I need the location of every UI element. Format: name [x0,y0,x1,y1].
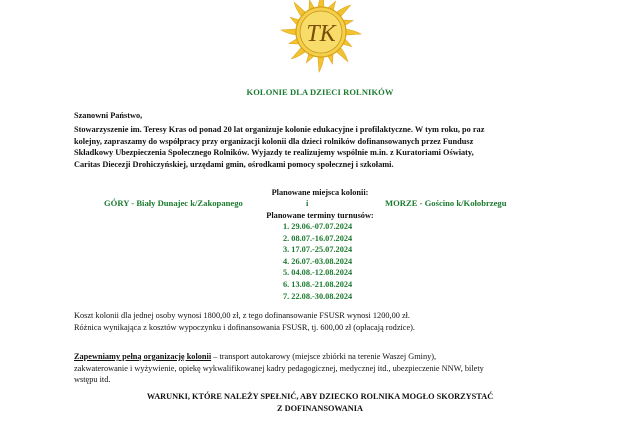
location-sea: MORZE - Gościno k/Kołobrzegu [385,198,507,208]
cost-paragraph [74,310,415,333]
organization-line: – transport autokarowy (miejsce zbiórki na terenie Waszej Gminy), [211,352,437,361]
terms-heading: Planowane terminy turnusów: [266,211,374,220]
sun-ray [345,29,361,35]
greeting: Szanowni Państwo, [74,111,143,120]
terms-list [283,221,352,302]
term-item: 4. 26.07.-03.08.2024 [283,256,353,266]
organization-line: zakwaterowanie i wyżywienie, opiekę wykwalifikowanej kadry pedagogicznej, medycznej itd., ubezpieczenie NNW, bilety [74,363,484,373]
term-item: 5. 04.08.-12.08.2024 [283,268,353,278]
intro-line: Składkowy Ubezpieczenia Społecznego Rolników. Wyjazdy te realizujemy wspólnie m.in. z Kuratoriami Oświaty, [74,148,474,158]
sun-ray [281,29,297,35]
organization-lead: Zapewniamy pełną organizację kolonii [74,352,212,361]
intro-line: kolejny, zapraszamy do współpracy przy organizacji kolonii dla dzieci rolników dofinansowanych przez Fundusz [74,136,474,146]
organization-paragraph [74,351,484,386]
location-connector: i [306,198,309,208]
term-item: 6. 13.08.-21.08.2024 [283,279,353,289]
intro-paragraph [74,124,484,170]
term-item: 3. 17.07.-25.07.2024 [283,245,353,255]
term-item: 1. 29.06.-07.07.2024 [283,222,353,231]
cost-line: Koszt kolonii dla jednej osoby wynosi 1800,00 zł, z tego dofinansowanie FSUSR wynosi 1200,00 zł. [74,311,410,320]
conditions-line: WARUNKI, KTÓRE NALEŻY SPEŁNIĆ, ABY DZIECKO ROLNIKA MOGŁO SKORZYSTAĆ [146,392,494,401]
sun-logo-icon [264,0,378,80]
cost-line: Różnica wynikająca z kosztów wypoczynku i dofinansowania FSUSR, tj. 600,00 zł (opłacają rodzice). [74,322,416,332]
document-title: KOLONIE DLA DZIECI ROLNIKÓW [246,87,394,97]
location-mountains: GÓRY - Biały Dunajec k/Zakopanego [104,198,243,208]
conditions-heading [0,391,640,414]
organization-line: wstępu itd. [74,375,111,385]
intro-line: Stowarzyszenie im. Teresy Kras od ponad 20 lat organizuje kolonie edukacyjne i profilaktyczne. W tym roku, po raz [74,125,485,134]
sun-ray [318,56,324,72]
locations-heading: Planowane miejsca kolonii: [271,188,369,197]
term-item: 2. 08.07.-16.07.2024 [283,233,353,243]
term-item: 7. 22.08.-30.08.2024 [283,291,353,301]
conditions-line: Z DOFINANSOWANIA [277,403,363,413]
logo-initials: TK [306,21,336,47]
intro-line: Caritas Diecezji Drohiczyńskiej, urzędami gmin, ośrodkami pomocy społecznej i szkołami. [74,159,394,169]
